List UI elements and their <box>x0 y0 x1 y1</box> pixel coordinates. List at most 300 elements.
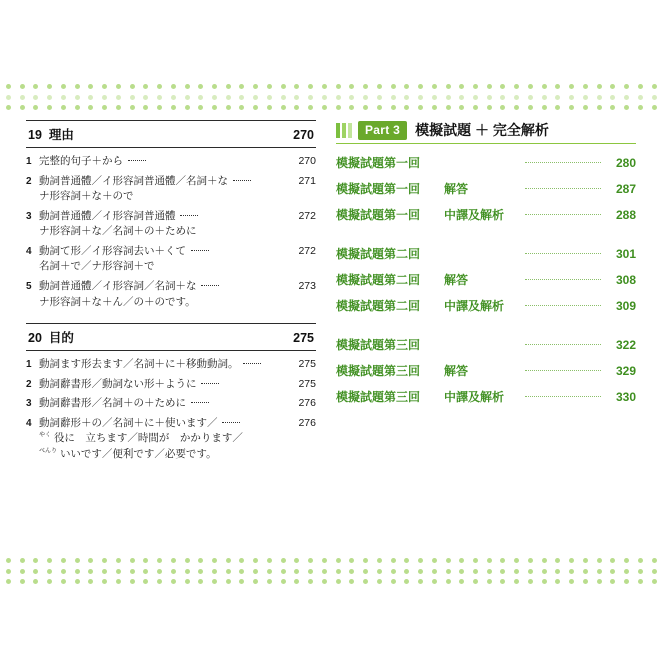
decorative-dot <box>226 105 231 110</box>
decorative-dot <box>47 95 52 100</box>
decorative-dot <box>267 558 272 563</box>
decorative-dot <box>377 84 382 89</box>
decorative-dot <box>308 84 313 89</box>
decorative-dot <box>349 105 354 110</box>
decorative-dot <box>102 579 107 584</box>
bottom-dot-band <box>0 558 663 584</box>
entry-page-number: 275 <box>298 358 316 371</box>
decorative-dot <box>226 84 231 89</box>
decorative-dot <box>157 105 162 110</box>
decorative-dot <box>20 579 25 584</box>
decorative-dot <box>171 95 176 100</box>
decorative-dot <box>171 569 176 574</box>
entry-label: 動詞辭形＋の／名詞＋に＋使います／ <box>39 416 218 429</box>
decorative-dot <box>75 579 80 584</box>
decorative-dot <box>212 569 217 574</box>
entry-label: 動詞辭書形／動詞ない形＋ように <box>39 377 197 390</box>
entry-page-number: 309 <box>615 299 636 313</box>
decorative-dot <box>652 105 657 110</box>
decorative-dot <box>294 95 299 100</box>
decorative-dot <box>253 569 258 574</box>
decorative-dot <box>226 569 231 574</box>
decorative-dot <box>33 84 38 89</box>
decorative-dot <box>61 569 66 574</box>
chapter-title: 理由 <box>48 128 74 142</box>
decorative-dot <box>446 569 451 574</box>
decorative-dot <box>171 84 176 89</box>
decorative-dot <box>610 105 615 110</box>
dot-leader <box>525 188 601 189</box>
toc-entry[interactable] <box>336 297 636 314</box>
decorative-dot <box>569 105 574 110</box>
decorative-dot <box>198 105 203 110</box>
decorative-dot <box>102 558 107 563</box>
decorative-dot <box>130 95 135 100</box>
decorative-dot <box>322 558 327 563</box>
decorative-dot <box>185 84 190 89</box>
decorative-dot <box>226 579 231 584</box>
decorative-dot <box>88 558 93 563</box>
decorative-dot <box>459 579 464 584</box>
toc-entry[interactable] <box>336 154 636 171</box>
entry-sublabel: 中譯及解析 <box>444 299 505 313</box>
decorative-dot <box>569 84 574 89</box>
decorative-dot <box>226 558 231 563</box>
decorative-dot <box>418 579 423 584</box>
entry-continuation <box>26 431 316 446</box>
decorative-dot <box>459 558 464 563</box>
decorative-dot <box>336 84 341 89</box>
decorative-dot <box>239 105 244 110</box>
decorative-dot <box>638 579 643 584</box>
entry-page-number: 271 <box>298 174 316 187</box>
entry-continuation: ナ形容詞＋な／名詞＋の＋ために <box>39 225 197 238</box>
decorative-dot <box>514 105 519 110</box>
entry-number: 4 <box>26 417 32 429</box>
entry-label: 動詞普通體／イ形容詞／名詞＋な <box>39 280 197 293</box>
decorative-dot <box>555 84 560 89</box>
decorative-dot <box>212 579 217 584</box>
decorative-dot <box>239 84 244 89</box>
decorative-dot <box>391 84 396 89</box>
decorative-dot <box>500 579 505 584</box>
decorative-dot <box>555 95 560 100</box>
decorative-dot <box>281 84 286 89</box>
dot-leader <box>191 402 209 403</box>
entry-page-number: 272 <box>298 209 316 222</box>
decorative-dot <box>6 95 11 100</box>
entry-text <box>39 377 290 391</box>
decorative-dot <box>514 84 519 89</box>
decorative-dot <box>130 84 135 89</box>
decorative-dot <box>418 105 423 110</box>
decorative-dot <box>294 84 299 89</box>
decorative-dot <box>308 579 313 584</box>
decorative-dot <box>583 579 588 584</box>
decorative-dot <box>130 579 135 584</box>
decorative-dot <box>638 84 643 89</box>
decorative-dot <box>446 579 451 584</box>
toc-entry[interactable] <box>26 416 316 431</box>
decorative-dot <box>75 84 80 89</box>
decorative-dot <box>349 569 354 574</box>
entry-continuation: 名詞＋で／ナ形容詞＋で <box>39 260 155 273</box>
decorative-dot <box>473 84 478 89</box>
entry-page-number: 275 <box>298 377 316 390</box>
decorative-dot <box>555 569 560 574</box>
decorative-dot <box>404 84 409 89</box>
entry-text <box>39 244 290 258</box>
decorative-dot <box>487 579 492 584</box>
entry-sublabel: 解答 <box>444 273 469 287</box>
decorative-dot <box>47 579 52 584</box>
decorative-dot <box>459 569 464 574</box>
decorative-dot <box>88 579 93 584</box>
decorative-dot <box>239 569 244 574</box>
entry-continuation <box>26 447 316 462</box>
entry-continuation: ナ形容詞＋な＋ので <box>39 190 134 202</box>
decorative-dot <box>130 558 135 563</box>
decorative-dot <box>555 579 560 584</box>
chapter-title: 目的 <box>48 331 74 346</box>
decorative-dot <box>528 569 533 574</box>
decorative-dot <box>391 579 396 584</box>
decorative-dot <box>281 558 286 563</box>
toc-entry[interactable] <box>336 271 636 288</box>
toc-entry[interactable] <box>26 174 316 189</box>
decorative-dot <box>404 95 409 100</box>
ruby-yaku: やく <box>39 432 52 439</box>
decorative-dot <box>610 558 615 563</box>
entry-label: 模擬試題第一回 <box>336 208 421 222</box>
entry-sublabel: 解答 <box>444 182 469 196</box>
decorative-dot <box>116 105 121 110</box>
decorative-dot <box>514 569 519 574</box>
decorative-dot <box>487 84 492 89</box>
decorative-dot <box>143 105 148 110</box>
toc-entry[interactable] <box>26 279 316 294</box>
decorative-dot <box>542 95 547 100</box>
decorative-dot <box>239 558 244 563</box>
entry-label: 動詞て形／イ形容詞去い＋くて <box>39 244 186 257</box>
entry-number: 3 <box>26 398 32 410</box>
decorative-dot <box>432 84 437 89</box>
decorative-dot <box>652 95 657 100</box>
decorative-dot <box>459 84 464 89</box>
decorative-dot <box>569 95 574 100</box>
decorative-dot <box>116 95 121 100</box>
decorative-dot <box>308 105 313 110</box>
entry-label: 模擬試題第二回 <box>336 247 421 261</box>
toc-left-column <box>26 120 316 462</box>
decorative-dot <box>143 579 148 584</box>
decorative-dot <box>432 95 437 100</box>
decorative-dot <box>20 95 25 100</box>
decorative-dot <box>336 558 341 563</box>
decorative-dot <box>212 84 217 89</box>
dot-leader <box>525 344 601 345</box>
decorative-dot <box>638 569 643 574</box>
group-spacer <box>336 314 636 327</box>
dot-leader <box>180 215 198 216</box>
decorative-dot <box>583 95 588 100</box>
decorative-dot <box>198 84 203 89</box>
decorative-dot <box>61 579 66 584</box>
entry-label: 動詞普通體／イ形容詞普通體 <box>39 209 176 222</box>
decorative-dot <box>253 105 258 110</box>
decorative-dot <box>267 95 272 100</box>
decorative-dot <box>6 558 11 563</box>
dot-leader <box>525 253 601 254</box>
decorative-dot <box>583 569 588 574</box>
entry-sublabel: 中譯及解析 <box>444 390 505 404</box>
decorative-dot <box>308 558 313 563</box>
decorative-dot <box>542 558 547 563</box>
decorative-dot <box>47 558 52 563</box>
decorative-dot <box>432 105 437 110</box>
decorative-dot <box>6 579 11 584</box>
decorative-dot <box>528 558 533 563</box>
dot-row <box>0 95 663 100</box>
decorative-dot <box>185 558 190 563</box>
decorative-dot <box>75 558 80 563</box>
decorative-dot <box>308 569 313 574</box>
decorative-dot <box>569 569 574 574</box>
toc-entry[interactable] <box>336 245 636 262</box>
toc-entry[interactable] <box>336 206 636 223</box>
entry-text <box>39 209 290 223</box>
decorative-dot <box>500 84 505 89</box>
decorative-dot <box>294 569 299 574</box>
decorative-dot <box>198 579 203 584</box>
entry-label: 模擬試題第三回 <box>336 390 421 404</box>
dot-leader <box>525 279 601 280</box>
part-badge: Part 3 <box>358 121 407 140</box>
decorative-dot <box>377 558 382 563</box>
decorative-dot <box>624 579 629 584</box>
entry-page-number: 287 <box>615 182 636 196</box>
decorative-dot <box>20 558 25 563</box>
dot-row <box>0 569 663 574</box>
chapter-page-number: 270 <box>293 128 314 142</box>
ruby-benri: べんり <box>39 448 58 455</box>
decorative-dot <box>638 558 643 563</box>
decorative-dot <box>130 105 135 110</box>
entry-page-number: 301 <box>615 247 636 261</box>
decorative-dot <box>88 84 93 89</box>
decorative-dot <box>391 569 396 574</box>
decorative-dot <box>597 558 602 563</box>
decorative-dot <box>47 569 52 574</box>
decorative-dot <box>569 579 574 584</box>
decorative-dot <box>459 105 464 110</box>
decorative-dot <box>281 569 286 574</box>
decorative-dot <box>336 95 341 100</box>
decorative-dot <box>542 84 547 89</box>
decorative-dot <box>583 84 588 89</box>
decorative-dot <box>61 558 66 563</box>
dot-leader <box>191 250 209 251</box>
toc-entry[interactable] <box>26 209 316 224</box>
decorative-dot <box>281 579 286 584</box>
toc-page <box>0 120 663 462</box>
decorative-dot <box>363 558 368 563</box>
decorative-dot <box>528 95 533 100</box>
entry-page-number: 270 <box>298 155 316 167</box>
decorative-dot <box>446 105 451 110</box>
entry-sublabel: 中譯及解析 <box>444 208 505 222</box>
decorative-dot <box>116 579 121 584</box>
entry-number: 5 <box>26 281 32 293</box>
decorative-dot <box>473 579 478 584</box>
decorative-dot <box>514 95 519 100</box>
decorative-dot <box>377 95 382 100</box>
toc-entry[interactable] <box>26 244 316 259</box>
decorative-dot <box>130 569 135 574</box>
decorative-dot <box>391 95 396 100</box>
decorative-dot <box>597 84 602 89</box>
decorative-dot <box>102 569 107 574</box>
dot-leader <box>128 160 146 161</box>
entry-text <box>39 174 290 188</box>
decorative-dot <box>349 558 354 563</box>
decorative-dot <box>143 95 148 100</box>
decorative-dot <box>143 569 148 574</box>
decorative-dot <box>239 579 244 584</box>
decorative-dot <box>597 95 602 100</box>
part-bars-icon <box>336 123 352 138</box>
group-spacer <box>336 223 636 236</box>
entry-label: 模擬試題第二回 <box>336 299 421 313</box>
entry-label: 模擬試題第三回 <box>336 364 421 378</box>
decorative-dot <box>116 569 121 574</box>
decorative-dot <box>143 84 148 89</box>
top-dot-band <box>0 84 663 110</box>
decorative-dot <box>61 84 66 89</box>
entry-continuation-text: いいです／便利です／必要です。 <box>59 447 217 460</box>
decorative-dot <box>88 569 93 574</box>
entry-continuation: ナ形容詞＋な＋ん／の＋のです。 <box>39 295 196 308</box>
decorative-dot <box>294 105 299 110</box>
toc-entry[interactable] <box>26 396 316 411</box>
decorative-dot <box>212 558 217 563</box>
decorative-dot <box>418 558 423 563</box>
dot-leader <box>233 180 251 181</box>
dot-leader <box>525 214 601 215</box>
chapter-heading-19 <box>26 120 316 148</box>
decorative-dot <box>185 579 190 584</box>
decorative-dot <box>61 95 66 100</box>
decorative-dot <box>253 579 258 584</box>
entry-page-number: 322 <box>615 338 636 352</box>
toc-right-column <box>336 120 636 462</box>
decorative-dot <box>102 84 107 89</box>
entry-label: 模擬試題第一回 <box>336 182 421 196</box>
decorative-dot <box>624 569 629 574</box>
decorative-dot <box>610 579 615 584</box>
decorative-dot <box>624 558 629 563</box>
dot-row <box>0 105 663 110</box>
decorative-dot <box>171 579 176 584</box>
decorative-dot <box>336 569 341 574</box>
decorative-dot <box>322 84 327 89</box>
decorative-dot <box>212 105 217 110</box>
dot-leader <box>525 162 601 163</box>
decorative-dot <box>267 579 272 584</box>
decorative-dot <box>75 105 80 110</box>
decorative-dot <box>253 95 258 100</box>
decorative-dot <box>418 84 423 89</box>
decorative-dot <box>404 569 409 574</box>
decorative-dot <box>363 95 368 100</box>
toc-entry[interactable] <box>26 377 316 392</box>
decorative-dot <box>542 105 547 110</box>
dot-leader <box>222 422 240 423</box>
decorative-dot <box>6 105 11 110</box>
decorative-dot <box>363 579 368 584</box>
chapter-page-number: 275 <box>293 331 314 346</box>
decorative-dot <box>446 84 451 89</box>
decorative-dot <box>336 579 341 584</box>
decorative-dot <box>391 558 396 563</box>
decorative-dot <box>185 105 190 110</box>
decorative-dot <box>624 84 629 89</box>
entry-page-number: 272 <box>298 244 316 257</box>
entry-page-number: 273 <box>298 280 316 293</box>
decorative-dot <box>20 84 25 89</box>
dot-leader <box>243 363 261 364</box>
toc-entry[interactable] <box>336 180 636 197</box>
toc-entry[interactable] <box>26 357 316 372</box>
decorative-dot <box>652 558 657 563</box>
decorative-dot <box>157 569 162 574</box>
decorative-dot <box>253 558 258 563</box>
entry-number: 2 <box>26 378 32 390</box>
toc-entry[interactable] <box>26 154 316 169</box>
toc-entry[interactable] <box>336 336 636 353</box>
decorative-dot <box>308 95 313 100</box>
decorative-dot <box>487 95 492 100</box>
part-heading <box>336 120 636 144</box>
dot-row <box>0 558 663 563</box>
decorative-dot <box>281 105 286 110</box>
decorative-dot <box>116 84 121 89</box>
decorative-dot <box>322 579 327 584</box>
decorative-dot <box>143 558 148 563</box>
decorative-dot <box>75 95 80 100</box>
decorative-dot <box>404 105 409 110</box>
decorative-dot <box>322 95 327 100</box>
decorative-dot <box>597 569 602 574</box>
decorative-dot <box>446 558 451 563</box>
decorative-dot <box>583 105 588 110</box>
decorative-dot <box>597 105 602 110</box>
decorative-dot <box>377 569 382 574</box>
toc-entry[interactable] <box>336 362 636 379</box>
decorative-dot <box>459 95 464 100</box>
decorative-dot <box>61 105 66 110</box>
entry-text <box>39 396 290 410</box>
entry-label: 動詞普通體／イ形容詞普通體／名詞＋な <box>39 174 228 187</box>
toc-entry[interactable] <box>336 388 636 405</box>
dot-leader <box>525 396 601 397</box>
decorative-dot <box>33 579 38 584</box>
decorative-dot <box>569 558 574 563</box>
chapter-number: 20 <box>28 331 42 346</box>
decorative-dot <box>652 84 657 89</box>
dot-row <box>0 84 663 89</box>
decorative-dot <box>322 569 327 574</box>
